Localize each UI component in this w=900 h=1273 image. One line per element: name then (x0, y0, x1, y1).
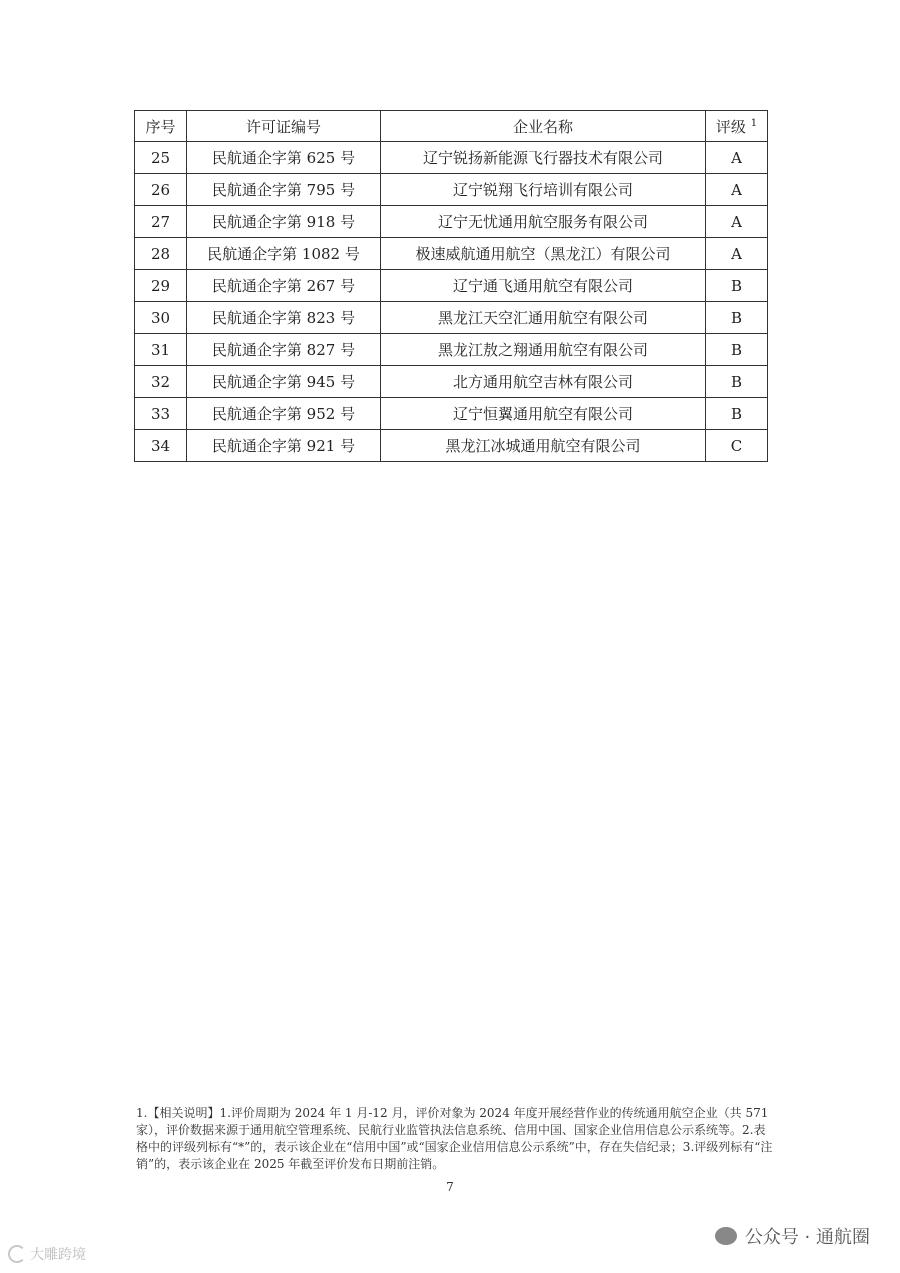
cell-grade: A (706, 206, 768, 238)
cell-license: 民航通企字第 795 号 (187, 174, 381, 206)
cell-no: 31 (135, 334, 187, 366)
swirl-icon (8, 1245, 26, 1263)
table-row (135, 238, 768, 270)
cell-grade: B (706, 270, 768, 302)
cell-no: 26 (135, 174, 187, 206)
cell-license: 民航通企字第 1082 号 (187, 238, 381, 270)
cell-grade: C (706, 430, 768, 462)
table-body (135, 142, 768, 462)
cell-no: 30 (135, 302, 187, 334)
cell-license: 民航通企字第 827 号 (187, 334, 381, 366)
wechat-icon (715, 1227, 737, 1245)
cell-no: 29 (135, 270, 187, 302)
cell-company: 黑龙江天空汇通用航空有限公司 (381, 302, 706, 334)
cell-no: 34 (135, 430, 187, 462)
page-number: 7 (446, 1180, 454, 1194)
cell-grade: A (706, 238, 768, 270)
table-row (135, 398, 768, 430)
cell-license: 民航通企字第 945 号 (187, 366, 381, 398)
table-row (135, 334, 768, 366)
cell-license: 民航通企字第 952 号 (187, 398, 381, 430)
table-row (135, 430, 768, 462)
cell-grade: B (706, 302, 768, 334)
table-row (135, 366, 768, 398)
cell-grade: B (706, 334, 768, 366)
cell-license: 民航通企字第 267 号 (187, 270, 381, 302)
cell-company: 辽宁锐扬新能源飞行器技术有限公司 (381, 142, 706, 174)
cell-no: 27 (135, 206, 187, 238)
cell-company: 辽宁无忧通用航空服务有限公司 (381, 206, 706, 238)
table-row (135, 270, 768, 302)
corner-watermark-text: 大雕跨境 (30, 1247, 86, 1263)
rating-table (134, 110, 768, 462)
footnote: 1.【相关说明】1.评价周期为 2024 年 1 月-12 月，评价对象为 2024 年度开展经营作业的传统通用航空企业（共 571 家），评价数据来源于通用航空管理系统、民航行业监管执法信息系统、信用中国、国家企业信用信息公示系统等。2.表格中的评级列标有“*”的，表示该企业在“信用中国”或“国家企业信用信息公示系统”中，存在失信纪录；3.评级列标有“注销”的，表示该企业在 2025 年截至评价发布日期前注销。 (136, 1106, 773, 1171)
cell-grade: B (706, 366, 768, 398)
cell-license: 民航通企字第 918 号 (187, 206, 381, 238)
cell-company: 辽宁通飞通用航空有限公司 (381, 270, 706, 302)
cell-grade: A (706, 174, 768, 206)
header-company: 企业名称 (381, 111, 706, 142)
cell-no: 32 (135, 366, 187, 398)
cell-company: 辽宁恒翼通用航空有限公司 (381, 398, 706, 430)
table-header-row (135, 111, 768, 142)
header-grade (706, 111, 768, 142)
wechat-watermark (715, 1223, 870, 1249)
corner-watermark (8, 1244, 86, 1264)
cell-grade: B (706, 398, 768, 430)
cell-company: 北方通用航空吉林有限公司 (381, 366, 706, 398)
cell-no: 28 (135, 238, 187, 270)
header-license: 许可证编号 (187, 111, 381, 142)
table-row (135, 142, 768, 174)
table-row (135, 206, 768, 238)
cell-no: 25 (135, 142, 187, 174)
cell-company: 极速威航通用航空（黑龙江）有限公司 (381, 238, 706, 270)
header-grade-label: 评级 (715, 117, 746, 136)
header-no: 序号 (135, 111, 187, 142)
cell-company: 黑龙江冰城通用航空有限公司 (381, 430, 706, 462)
cell-company: 辽宁锐翔飞行培训有限公司 (381, 174, 706, 206)
cell-company: 黑龙江敖之翔通用航空有限公司 (381, 334, 706, 366)
cell-license: 民航通企字第 625 号 (187, 142, 381, 174)
cell-license: 民航通企字第 823 号 (187, 302, 381, 334)
table-row (135, 174, 768, 206)
wechat-watermark-text: 公众号 · 通航圈 (744, 1227, 870, 1248)
table-row (135, 302, 768, 334)
footnote-ref: 1 (750, 117, 758, 129)
cell-grade: A (706, 142, 768, 174)
cell-no: 33 (135, 398, 187, 430)
cell-license: 民航通企字第 921 号 (187, 430, 381, 462)
